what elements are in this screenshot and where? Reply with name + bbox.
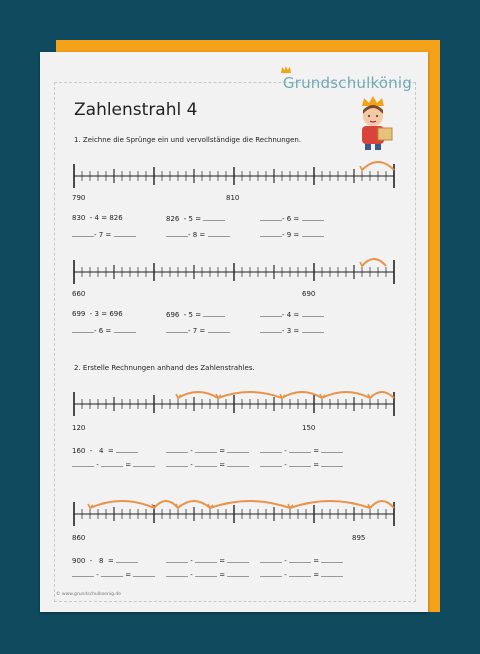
answer-blank[interactable] xyxy=(321,570,343,577)
answer-blank[interactable] xyxy=(72,570,94,577)
answer-blank[interactable] xyxy=(195,446,217,453)
equation-2b: 696 - 5 = xyxy=(166,310,225,319)
answer-blank[interactable] xyxy=(195,570,217,577)
answer-blank[interactable] xyxy=(203,214,225,221)
answer-blank[interactable] xyxy=(133,460,155,467)
jump-arc xyxy=(282,392,322,398)
answer-blank[interactable] xyxy=(260,326,282,333)
answer-blank[interactable] xyxy=(302,214,324,221)
answer-blank[interactable] xyxy=(203,310,225,317)
jump-arc xyxy=(362,162,394,170)
page-title: Zahlenstrahl 4 xyxy=(74,100,198,120)
answer-blank[interactable] xyxy=(289,446,311,453)
answer-blank[interactable] xyxy=(260,570,282,577)
number-line-2-mid-label: 690 xyxy=(302,290,316,298)
answer-blank[interactable] xyxy=(260,446,282,453)
crown-icon xyxy=(281,66,291,73)
jump-arc xyxy=(370,392,394,398)
king-mascot-icon xyxy=(348,96,400,152)
jump-arc xyxy=(178,501,210,508)
answer-blank[interactable] xyxy=(166,570,188,577)
answer-blank[interactable] xyxy=(166,326,188,333)
footer-copyright: © www.grundschulkoenig.de xyxy=(56,592,122,597)
equation-2e: - 7 = xyxy=(166,326,230,335)
answer-blank[interactable] xyxy=(166,446,188,453)
answer-blank[interactable] xyxy=(72,460,94,467)
answer-blank[interactable] xyxy=(227,570,249,577)
equation-1f: - 9 = xyxy=(260,230,324,239)
equation-4d: - = xyxy=(72,570,155,579)
equation-3d: - = xyxy=(72,460,155,469)
number-line-4 xyxy=(70,480,400,532)
jump-arc xyxy=(210,501,290,508)
answer-blank[interactable] xyxy=(166,460,188,467)
answer-blank[interactable] xyxy=(227,556,249,563)
equation-2c: - 4 = xyxy=(260,310,324,319)
equation-4c: - = xyxy=(260,556,343,565)
answer-blank[interactable] xyxy=(101,460,123,467)
answer-blank[interactable] xyxy=(289,460,311,467)
answer-blank[interactable] xyxy=(321,556,343,563)
answer-blank[interactable] xyxy=(321,460,343,467)
equation-2a: 699 - 3 = 696 xyxy=(72,310,123,318)
answer-blank[interactable] xyxy=(114,230,136,237)
answer-blank[interactable] xyxy=(321,446,343,453)
equation-3c: - = xyxy=(260,446,343,455)
answer-blank[interactable] xyxy=(227,446,249,453)
jump-arc xyxy=(90,501,154,508)
answer-blank[interactable] xyxy=(133,570,155,577)
task-1-instruction: 1. Zeichne die Sprünge ein und vervollständige die Rechnungen. xyxy=(74,136,302,144)
number-line-3-mid-label: 150 xyxy=(302,424,316,432)
brand-logo xyxy=(283,74,412,92)
number-line-2-start-label: 660 xyxy=(72,290,86,298)
equation-1b: 826 - 5 = xyxy=(166,214,225,223)
answer-blank[interactable] xyxy=(260,214,282,221)
answer-blank[interactable] xyxy=(72,230,94,237)
answer-blank[interactable] xyxy=(72,326,94,333)
number-line-1-mid-label: 810 xyxy=(226,194,240,202)
equation-4a: 900 - 8 = xyxy=(72,556,138,565)
answer-blank[interactable] xyxy=(302,310,324,317)
answer-blank[interactable] xyxy=(116,446,138,453)
equation-4f: - = xyxy=(260,570,343,579)
number-line-4-mid-label: 895 xyxy=(352,534,366,542)
answer-blank[interactable] xyxy=(260,556,282,563)
jump-arc xyxy=(178,392,218,398)
equation-3b: - = xyxy=(166,446,249,455)
equation-3f: - = xyxy=(260,460,343,469)
number-line-3 xyxy=(70,374,400,422)
jump-arc xyxy=(370,501,394,508)
jump-arc xyxy=(290,501,370,508)
answer-blank[interactable] xyxy=(227,460,249,467)
answer-blank[interactable] xyxy=(208,230,230,237)
answer-blank[interactable] xyxy=(260,460,282,467)
equation-4e: - = xyxy=(166,570,249,579)
number-line-2 xyxy=(70,244,400,288)
number-line-1-start-label: 790 xyxy=(72,194,86,202)
answer-blank[interactable] xyxy=(289,556,311,563)
answer-blank[interactable] xyxy=(166,556,188,563)
answer-blank[interactable] xyxy=(302,230,324,237)
jump-arc xyxy=(154,501,178,508)
answer-blank[interactable] xyxy=(208,326,230,333)
answer-blank[interactable] xyxy=(195,556,217,563)
jump-arc xyxy=(362,259,386,266)
answer-blank[interactable] xyxy=(116,556,138,563)
answer-blank[interactable] xyxy=(302,326,324,333)
answer-blank[interactable] xyxy=(289,570,311,577)
equation-1a: 830 - 4 = 826 xyxy=(72,214,123,222)
task-2-instruction: 2. Erstelle Rechnungen anhand des Zahlenstrahles. xyxy=(74,364,255,372)
answer-blank[interactable] xyxy=(195,460,217,467)
brand-text: Grundschulkönig xyxy=(282,74,412,92)
equation-1e: - 8 = xyxy=(166,230,230,239)
answer-blank[interactable] xyxy=(114,326,136,333)
number-line-3-start-label: 120 xyxy=(72,424,86,432)
equation-4b: - = xyxy=(166,556,249,565)
equation-2f: - 3 = xyxy=(260,326,324,335)
answer-blank[interactable] xyxy=(260,310,282,317)
answer-blank[interactable] xyxy=(260,230,282,237)
equation-3e: - = xyxy=(166,460,249,469)
number-line-1 xyxy=(70,148,400,192)
jump-arc xyxy=(322,392,370,398)
number-line-4-start-label: 860 xyxy=(72,534,86,542)
equation-1d: - 7 = xyxy=(72,230,136,239)
jump-arc xyxy=(218,392,282,398)
equation-1c: - 6 = xyxy=(260,214,324,223)
answer-blank[interactable] xyxy=(166,230,188,237)
equation-2d: - 6 = xyxy=(72,326,136,335)
worksheet xyxy=(40,52,428,612)
answer-blank[interactable] xyxy=(101,570,123,577)
equation-3a: 160 - 4 = xyxy=(72,446,138,455)
